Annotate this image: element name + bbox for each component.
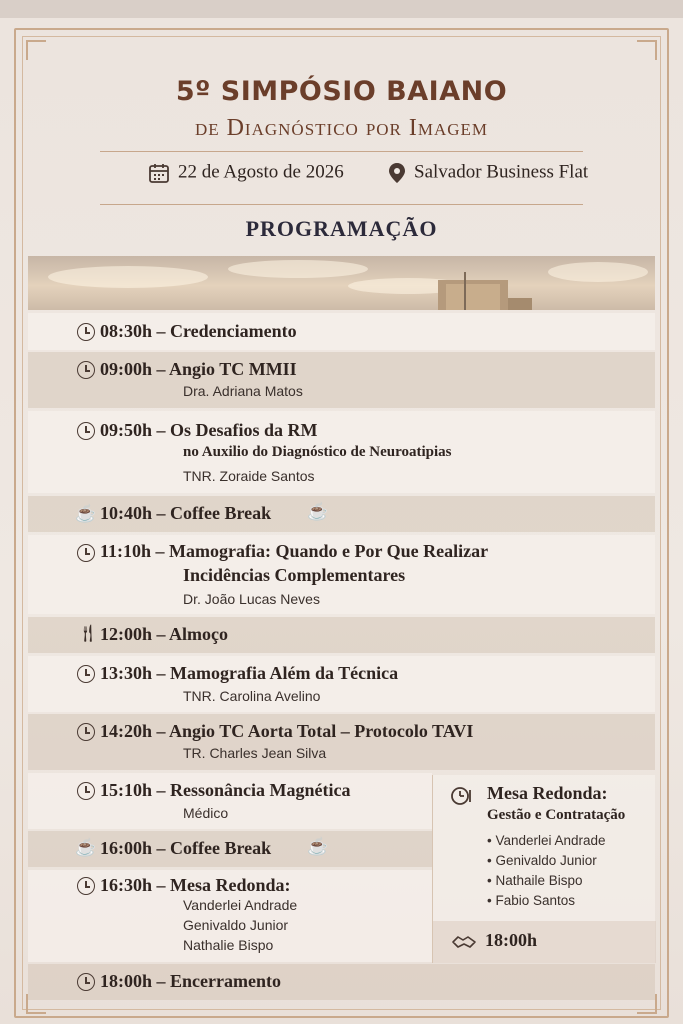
schedule-row — [28, 714, 655, 770]
schedule-row — [28, 535, 655, 614]
schedule-time-title: 13:30h – Mamografia Além da Técnica — [100, 663, 399, 683]
panel-title: Mesa Redonda: — [487, 783, 608, 803]
schedule-time-title: 09:50h – Os Desafios da RM — [100, 420, 318, 440]
event-subtitle: de Diagnóstico por Imagem — [194, 115, 489, 141]
schedule-row — [28, 352, 655, 408]
schedule-time-title: 10:40h – Coffee Break — [100, 503, 272, 523]
speaker-name: Vanderlei Andrade — [183, 897, 298, 913]
speaker-name: TR. Charles Jean Silva — [183, 745, 327, 761]
cutlery-icon: 🍴︎ — [77, 624, 99, 643]
clock-icon — [77, 723, 95, 741]
schedule-row — [28, 617, 655, 653]
coffee-icon: ☕ — [307, 502, 329, 521]
session-subtitle: no Auxilio do Diagnóstico de Neuroatipias — [183, 444, 452, 460]
schedule-time-title: 12:00h – Almoço — [100, 624, 228, 644]
clock-icon — [77, 782, 95, 800]
schedule-row — [28, 496, 655, 532]
event-venue: Salvador Business Flat — [414, 161, 589, 183]
speaker-name: TNR. Zoraide Santos — [183, 468, 315, 484]
calendar-icon — [148, 162, 170, 184]
speaker-name: Dra. Adriana Matos — [183, 383, 303, 399]
section-title: PROGRAMAÇÃO — [245, 216, 438, 241]
frame-corner — [26, 40, 46, 60]
frame-corner — [637, 40, 657, 60]
panel-list-item: • Nathaile Bispo — [487, 873, 583, 888]
session-title-continued: Incidências Complementares — [183, 565, 406, 585]
panel-time: 18:00h — [485, 930, 538, 950]
clock-icon — [77, 544, 95, 562]
schedule-time-title: 11:10h – Mamografia: Quando e Por Que Realizar — [100, 541, 489, 561]
schedule-time-title: 16:00h – Coffee Break — [100, 838, 272, 858]
divider — [100, 151, 583, 152]
location-pin-icon — [388, 162, 406, 184]
schedule-time-title: 09:00h – Angio TC MMII — [100, 359, 297, 379]
schedule-row — [28, 313, 655, 350]
clock-icon — [77, 422, 95, 440]
speaker-name: Nathalie Bispo — [183, 937, 274, 953]
clock-icon — [77, 361, 95, 379]
clock-icon — [77, 877, 95, 895]
schedule-time-title: 15:10h – Ressonância Magnética — [100, 780, 351, 800]
handshake-icon — [451, 933, 477, 951]
panel-subtitle: Gestão e Contratação — [487, 807, 626, 823]
panel-list-item: • Fabio Santos — [487, 893, 576, 908]
event-date: 22 de Agosto de 2026 — [178, 161, 344, 183]
clock-icon — [77, 665, 95, 683]
clock-icon — [77, 973, 95, 991]
schedule-time-title: 18:00h – Encerramento — [100, 971, 281, 991]
clock-icon — [450, 786, 474, 806]
event-title: 5º SIMPÓSIO BAIANO — [175, 76, 508, 107]
speaker-name: Médico — [183, 805, 229, 821]
panel-list-item: • Genivaldo Junior — [487, 853, 597, 868]
clock-icon — [77, 323, 95, 341]
coffee-icon: ☕ — [307, 837, 329, 856]
speaker-name: Genivaldo Junior — [183, 917, 289, 933]
schedule-time-title: 08:30h – Credenciamento — [100, 321, 297, 341]
schedule-row — [28, 964, 655, 1000]
speaker-name: Dr. João Lucas Neves — [183, 591, 320, 607]
schedule-row — [28, 773, 432, 829]
schedule-row — [28, 411, 655, 493]
panel-footer — [433, 921, 656, 963]
coffee-icon: ☕ — [75, 504, 97, 523]
panel-list-item: • Vanderlei Andrade — [487, 833, 606, 848]
divider — [100, 204, 583, 205]
schedule-time-title: 14:20h – Angio TC Aorta Total – Protocolo TAVI — [100, 721, 474, 741]
schedule-time-title: 16:30h – Mesa Redonda: — [100, 875, 291, 895]
schedule-row — [28, 870, 432, 962]
round-table-panel — [432, 775, 655, 963]
coffee-icon: ☕ — [75, 838, 97, 857]
schedule-row — [28, 831, 432, 867]
venue-block — [388, 161, 588, 187]
skyline-banner — [28, 256, 655, 310]
schedule-row — [28, 656, 655, 712]
date-block — [148, 161, 344, 187]
speaker-name: TNR. Carolina Avelino — [183, 688, 321, 704]
